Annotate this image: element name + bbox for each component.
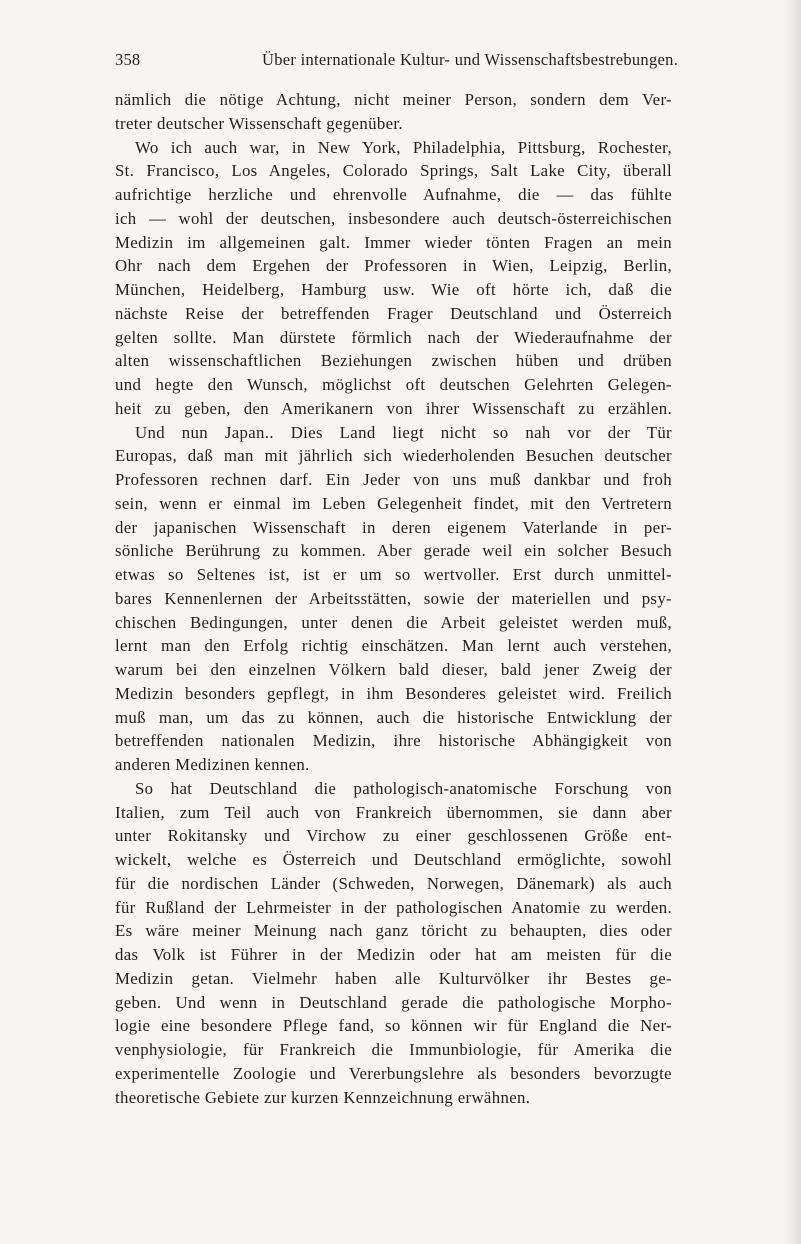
text-line: alten wissenschaftlichen Beziehungen zwischen hüben und drüben [115,351,672,371]
text-line: experimentelle Zoologie und Vererbungslehre als besonders bevorzugte [115,1063,672,1083]
running-title: Über internationale Kultur- und Wissenschaftsbestrebungen. [262,50,679,69]
text-line: heit zu geben, den Amerikanern von ihrer Wissenschaft zu erzählen. [115,398,672,418]
text-line: aufrichtige herzliche und ehrenvolle Aufnahme, die — das fühlte [115,185,672,204]
text-line: Medizin besonders gepflegt, in ihm Besonderes geleistet wird. Freilich [115,683,672,703]
text-line: Professoren rechnen darf. Ein Jeder von uns muß dankbar und froh [115,470,672,489]
text-line: für Rußland der Lehrmeister in der pathologischen Anatomie zu werden. [115,897,672,917]
text-line: etwas so Seltenes ist, ist er um so wertvoller. Erst durch unmittel- [115,565,672,584]
text-line: ich — wohl der deutschen, insbesondere auch deutsch-österreichischen [115,208,672,228]
text-line: treter deutscher Wissenschaft gegenüber. [115,113,403,133]
text-line: wickelt, welche es Österreich und Deutschland ermöglichte, sowohl [115,850,672,869]
text-line: anderen Medizinen kennen. [115,755,310,774]
text-line: bares Kennenlernen der Arbeitsstätten, sowie der materiellen und psy- [115,588,672,608]
text-line: gelten sollte. Man dürstete förmlich nach der Wiederaufnahme der [115,327,672,347]
text-line: Medizin getan. Vielmehr haben alle Kulturvölker ihr Bestes ge- [115,968,672,988]
text-line: unter Rokitansky und Virchow zu einer geschlossenen Größe ent- [115,826,672,846]
text-line: So hat Deutschland die pathologisch-anatomische Forschung von [135,778,672,798]
text-line: Und nun Japan.. Dies Land liegt nicht so nah vor der Tür [135,422,672,442]
text-line: Es wäre meiner Meinung nach ganz töricht zu behaupten, dies oder [115,921,672,941]
text-line: nächste Reise der betreffenden Frager Deutschland und Österreich [115,303,672,323]
text-line: venphysiologie, für Frankreich die Immunbiologie, für Amerika die [115,1040,672,1059]
text-line: chischen Bedingungen, unter denen die Arbeit geleistet werden muß, [115,612,672,632]
text-line: geben. Und wenn in Deutschland gerade die pathologische Morpho- [115,992,672,1012]
text-line: theoretische Gebiete zur kurzen Kennzeichnung erwähnen. [115,1087,531,1107]
text-line: Ohr nach dem Ergehen der Professoren in Wien, Leipzig, Berlin, [115,256,672,276]
text-line: und hegte den Wunsch, möglichst oft deutschen Gelehrten Gelegen- [115,375,672,394]
text-line: München, Heidelberg, Hamburg usw. Wie oft hörte ich, daß die [115,280,672,299]
page-header [115,50,679,74]
text-line: Wo ich auch war, in New York, Philadelphia, Pittsburg, Rochester, [135,137,672,157]
text-line: sönliche Berührung zu kommen. Aber gerade weil ein solcher Besuch [115,541,672,561]
text-line: Medizin im allgemeinen galt. Immer wieder tönten Fragen an mein [115,232,672,252]
body-text [115,88,672,1109]
text-line: logie eine besondere Pflege fand, so können wir für England die Ner- [115,1016,672,1036]
text-line: muß man, um das zu können, auch die historische Entwicklung der [115,707,672,727]
text-line: Italien, zum Teil auch von Frankreich übernommen, sie dann aber [115,802,672,822]
text-line: das Volk ist Führer in der Medizin oder hat am meisten für die [115,945,672,964]
text-line: der japanischen Wissenschaft in deren eigenem Vaterlande in per- [115,517,672,537]
page-number: 358 [115,50,141,69]
text-line: lernt man den Erfolg richtig einschätzen. Man lernt auch verstehen, [115,636,672,656]
text-line: St. Francisco, Los Angeles, Colorado Springs, Salt Lake City, überall [115,161,672,181]
text-line: sein, wenn er einmal im Leben Gelegenheit findet, mit den Vertretern [115,493,672,513]
text-line: nämlich die nötige Achtung, nicht meiner Person, sondern dem Ver- [115,90,672,109]
text-line: betreffenden nationalen Medizin, ihre historische Abhängigkeit von [115,731,672,751]
page-edge-shadow [783,0,801,1244]
text-line: warum bei den einzelnen Völkern bald dieser, bald jener Zweig der [115,660,672,679]
text-line: Europas, daß man mit jährlich sich wiederholenden Besuchen deutscher [115,446,672,466]
text-line: für die nordischen Länder (Schweden, Norwegen, Dänemark) als auch [115,873,672,893]
